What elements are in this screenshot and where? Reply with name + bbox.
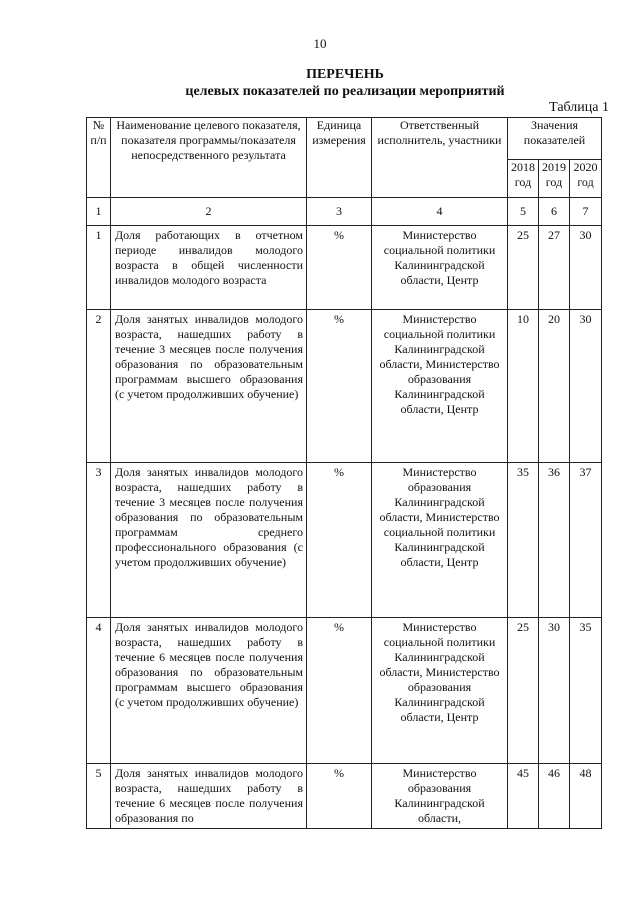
col-number: 1 (87, 198, 111, 226)
document-subtitle: целевых показателей по реализации мероприятий (185, 84, 505, 99)
indicator-name: Доля занятых инвалидов молодого возраста, нашедших работу в течение 6 месяцев после получения образования по образовательным программам высшего образования (с учетом продолживших обучение) (111, 618, 307, 764)
row-number: 2 (87, 310, 111, 463)
value-2020: 30 (570, 310, 602, 463)
header-year-2018: 2018 год (508, 160, 539, 198)
indicator-unit: % (307, 226, 372, 310)
column-numbers-row (87, 198, 602, 226)
indicator-responsible: Министерство образования Калининградской области, Министерство социальной политики Калининградской области, Центр (372, 463, 508, 618)
value-2020: 37 (570, 463, 602, 618)
table-label: Таблица 1 (549, 100, 609, 115)
indicator-name-text: Доля занятых инвалидов молодого возраста, нашедших работу в течение 6 месяцев после получения образования по (115, 766, 303, 825)
table-row (87, 310, 602, 463)
indicator-responsible (372, 764, 508, 829)
indicator-name (111, 764, 307, 829)
indicator-responsible: Министерство социальной политики Калининградской области, Министерство образования Калининградской области, Центр (372, 310, 508, 463)
table-row (87, 764, 602, 829)
indicator-unit: % (307, 463, 372, 618)
header-name: Наименование целевого показателя, показателя программы/показателя непосредственного результата (111, 118, 307, 198)
row-number: 1 (87, 226, 111, 310)
page-number: 10 (313, 36, 327, 51)
header-year-2020: 2020 год (570, 160, 602, 198)
header-year-2019: 2019 год (539, 160, 570, 198)
table-row (87, 226, 602, 310)
col-number: 6 (539, 198, 570, 226)
indicator-unit: % (307, 310, 372, 463)
indicator-unit: % (307, 618, 372, 764)
col-number: 4 (372, 198, 508, 226)
value-2019: 46 (539, 764, 570, 829)
col-number: 7 (570, 198, 602, 226)
value-2020: 30 (570, 226, 602, 310)
header-row (87, 118, 602, 160)
indicator-name: Доля работающих в отчетном периоде инвалидов молодого возраста в общей численности инвалидов молодого возраста (111, 226, 307, 310)
value-2019: 36 (539, 463, 570, 618)
col-number: 2 (111, 198, 307, 226)
value-2018: 45 (508, 764, 539, 829)
value-2020: 48 (570, 764, 602, 829)
value-2019: 20 (539, 310, 570, 463)
indicator-responsible: Министерство социальной политики Калининградской области, Министерство образования Калининградской области, Центр (372, 618, 508, 764)
value-2019: 30 (539, 618, 570, 764)
indicator-unit: % (307, 764, 372, 829)
table-row (87, 463, 602, 618)
header-num: № п/п (87, 118, 111, 198)
table-row (87, 618, 602, 764)
value-2020: 35 (570, 618, 602, 764)
header-unit: Единица измерения (307, 118, 372, 198)
indicators-table (86, 117, 602, 829)
value-2018: 35 (508, 463, 539, 618)
document-title: ПЕРЕЧЕНЬ (306, 67, 384, 82)
col-number: 3 (307, 198, 372, 226)
header-responsible: Ответственный исполнитель, участники (372, 118, 508, 198)
indicator-name: Доля занятых инвалидов молодого возраста, нашедших работу в течение 3 месяцев после получения образования по образовательным программам среднего профессионального образования (с учетом продолживших обучение) (111, 463, 307, 618)
row-number: 5 (87, 764, 111, 829)
header-values: Значения показателей (508, 118, 602, 160)
indicator-responsible-text: Министерство образования Калининградской области, (394, 766, 485, 825)
col-number: 5 (508, 198, 539, 226)
value-2019: 27 (539, 226, 570, 310)
value-2018: 10 (508, 310, 539, 463)
value-2018: 25 (508, 618, 539, 764)
indicator-name: Доля занятых инвалидов молодого возраста, нашедших работу в течение 3 месяцев после получения образования по образовательным программам высшего образования (с учетом продолживших обучение) (111, 310, 307, 463)
value-2018: 25 (508, 226, 539, 310)
row-number: 3 (87, 463, 111, 618)
row-number: 4 (87, 618, 111, 764)
indicator-responsible: Министерство социальной политики Калининградской области, Центр (372, 226, 508, 310)
